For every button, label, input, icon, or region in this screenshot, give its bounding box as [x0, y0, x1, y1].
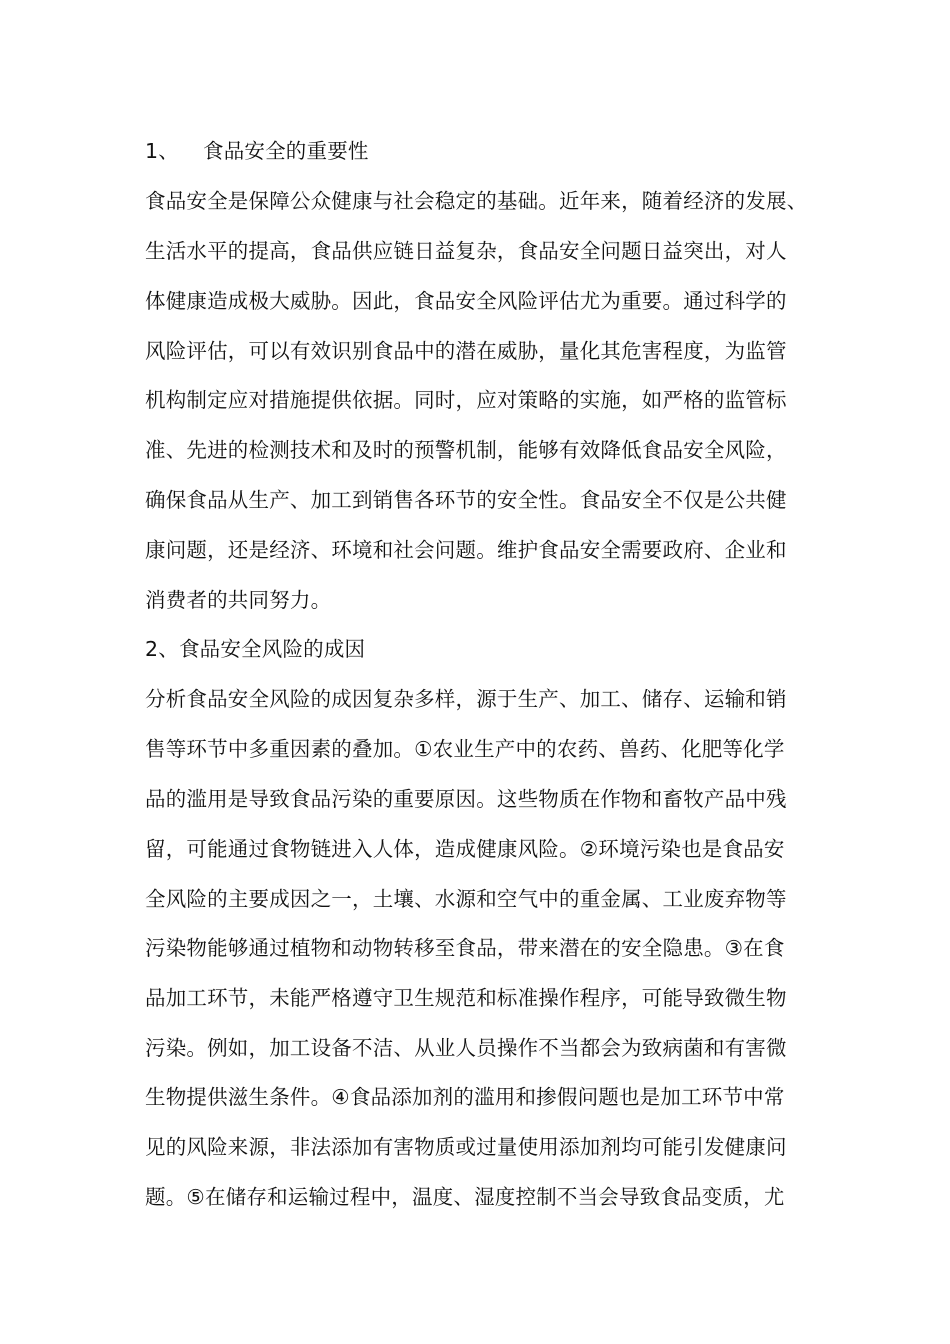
section-2-line: 生物提供滋生条件。④食品添加剂的滥用和掺假问题也是加工环节中常 [145, 1085, 785, 1109]
section-2-line: 题。⑤在储存和运输过程中，温度、湿度控制不当会导致食品变质，尤 [145, 1185, 785, 1209]
section-1-number: 1、 [145, 139, 179, 163]
section-2-line: 售等环节中多重因素的叠加。①农业生产中的农药、兽药、化肥等化学 [145, 737, 785, 761]
section-2-line: 留，可能通过食物链进入人体，造成健康风险。②环境污染也是食品安 [145, 837, 785, 861]
section-2-line: 污染物能够通过植物和动物转移至食品，带来潜在的安全隐患。③在食 [145, 936, 785, 960]
section-1-heading [145, 136, 845, 166]
section-2-line: 见的风险来源，非法添加有害物质或过量使用添加剂均可能引发健康问 [145, 1135, 787, 1159]
section-2-line: 品加工环节，未能严格遵守卫生规范和标准操作程序，可能导致微生物 [145, 986, 787, 1010]
section-1-title: 食品安全的重要性 [203, 139, 369, 163]
section-1-line: 风险评估，可以有效识别食品中的潜在威胁，量化其危害程度，为监管 [145, 339, 787, 363]
section-2-heading: 2、食品安全风险的成因 [145, 637, 366, 661]
section-1-line: 生活水平的提高，食品供应链日益复杂，食品安全问题日益突出，对人 [145, 239, 787, 263]
section-2-line: 分析食品安全风险的成因复杂多样，源于生产、加工、储存、运输和销 [145, 687, 787, 711]
section-2-line: 全风险的主要成因之一，土壤、水源和空气中的重金属、工业废弃物等 [145, 887, 787, 911]
section-1-line: 消费者的共同努力。 [145, 588, 332, 612]
section-1-line: 机构制定应对措施提供依据。同时，应对策略的实施，如严格的监管标 [145, 388, 787, 412]
section-1-line: 确保食品从生产、加工到销售各环节的安全性。食品安全不仅是公共健 [145, 488, 787, 512]
section-2-line: 污染。例如，加工设备不洁、从业人员操作不当都会为致病菌和有害微 [145, 1036, 787, 1060]
section-1-line: 准、先进的检测技术和及时的预警机制，能够有效降低食品安全风险， [145, 438, 787, 462]
section-2-line: 品的滥用是导致食品污染的重要原因。这些物质在作物和畜牧产品中残 [145, 787, 787, 811]
section-1-line: 康问题，还是经济、环境和社会问题。维护食品安全需要政府、企业和 [145, 538, 787, 562]
section-1-line: 食品安全是保障公众健康与社会稳定的基础。近年来，随着经济的发展、 [145, 189, 808, 213]
section-1-line: 体健康造成极大威胁。因此，食品安全风险评估尤为重要。通过科学的 [145, 289, 787, 313]
